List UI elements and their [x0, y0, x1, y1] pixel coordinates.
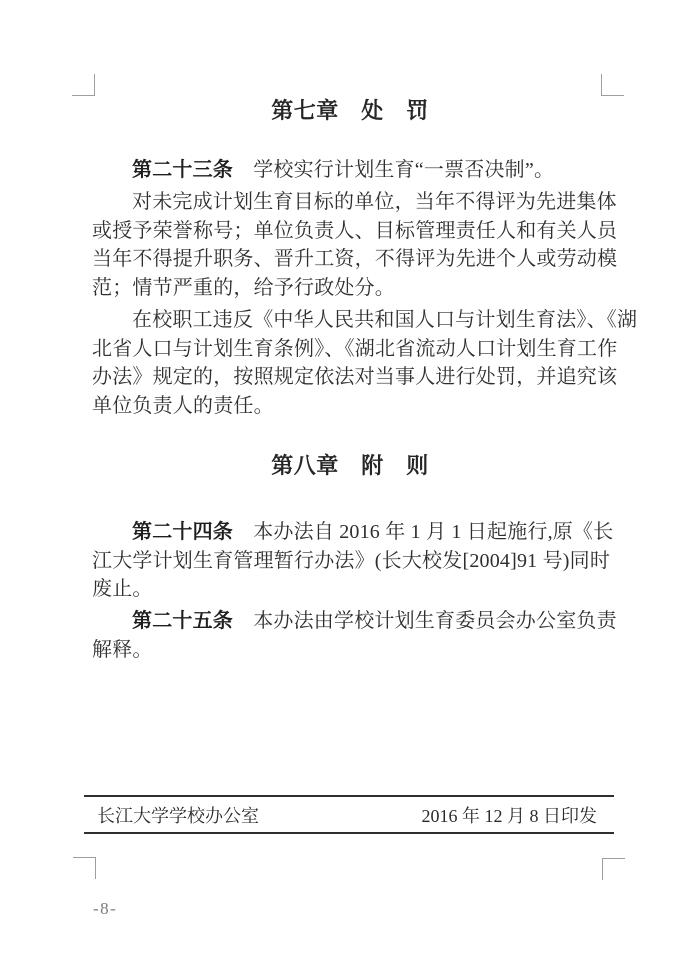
text-line: 办法》规定的，按照规定依法对当事人进行处罚，并追究该 — [92, 366, 618, 389]
text-line: 单位负责人的责任。 — [92, 394, 274, 417]
text-line: 废止。 — [92, 578, 153, 601]
article-23-violation-paragraph — [92, 306, 638, 420]
text-line: 解释。 — [92, 638, 153, 661]
chapter-8-heading: 第八章 附 则 — [271, 453, 429, 478]
article-24-paragraph — [92, 518, 614, 604]
text-line: 第二十三条 学校实行计划生育“一票否决制”。 — [132, 159, 555, 181]
footer-print-date: 2016 年 12 月 8 日印发 — [421, 805, 597, 826]
text-line: 北省人口与计划生育条例》、《湖北省流动人口计划生育工作 — [92, 337, 618, 360]
article-25-paragraph — [92, 607, 617, 664]
text-line: 范；情节严重的，给予行政处分。 — [92, 276, 395, 299]
footer-issuer: 长江大学学校办公室 — [97, 805, 259, 826]
page-footer — [84, 795, 614, 834]
text-line: 江大学计划生育管理暂行办法》(长大校发[2004]91 号)同时 — [92, 549, 611, 572]
text-line: 当年不得提升职务、晋升工资，不得评为先进个人或劳动模 — [92, 248, 618, 271]
text-line: 在校职工违反《中华人民共和国人口与计划生育法》、《湖 — [132, 309, 638, 331]
text-line: 第二十四条 本办法自 2016 年 1 月 1 日起施行,原《长 — [132, 521, 614, 543]
article-number: 第二十三条 — [132, 159, 233, 181]
page-number: -8- — [93, 899, 118, 918]
text-line: 或授予荣誉称号；单位负责人、目标管理责任人和有关人员 — [92, 219, 618, 242]
article-23-unit-penalty-paragraph — [92, 188, 618, 302]
text-line: 对未完成计划生育目标的单位，当年不得评为先进集体 — [132, 191, 617, 213]
article-number: 第二十四条 — [132, 521, 233, 543]
chapter-7-heading: 第七章 处 罚 — [271, 98, 429, 123]
text-line: 第二十五条 本办法由学校计划生育委员会办公室负责 — [132, 610, 617, 632]
article-number: 第二十五条 — [132, 610, 233, 632]
article-23-paragraph — [92, 156, 608, 185]
